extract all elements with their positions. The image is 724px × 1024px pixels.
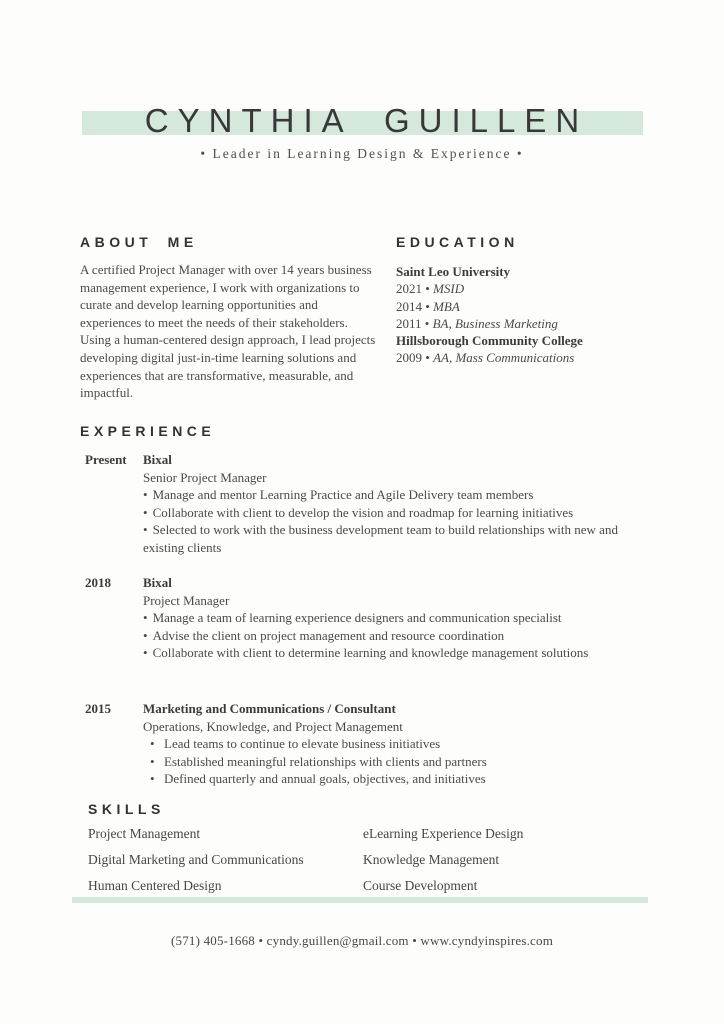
bullet-text: Advise the client on project management and resource coordination: [152, 627, 505, 643]
degree-title: BA, Business Marketing: [432, 315, 558, 331]
degree-line: [396, 349, 651, 366]
education-list: [396, 263, 651, 367]
bullet-text: Manage and mentor Learning Practice and Agile Delivery team members: [152, 487, 534, 502]
entry-role: Senior Project Manager: [143, 469, 267, 485]
bullet-icon: •: [143, 645, 148, 660]
contact-line: (571) 405-1668 • cyndy.guillen@gmail.com • www.cyndyinspires.com: [170, 933, 554, 948]
bullet-text: Defined quarterly and annual goals, objectives, and initiatives: [164, 771, 486, 786]
degree-line: [396, 315, 651, 332]
page-title: CYNTHIA GUILLEN: [144, 102, 589, 139]
bullet-text: Lead teams to continue to elevate business initiatives: [164, 736, 441, 751]
education-heading: EDUCATION: [396, 234, 519, 250]
entry-role: Project Manager: [143, 592, 230, 608]
bullet-item: [143, 770, 648, 788]
skill-item: Digital Marketing and Communications: [88, 852, 304, 867]
entry-role: Operations, Knowledge, and Project Management: [143, 718, 403, 734]
bullet-item: [143, 521, 633, 556]
entry-body: [143, 700, 648, 788]
about-heading: ABOUT ME: [80, 234, 198, 250]
footer-divider: [72, 897, 648, 903]
bullet-item: [143, 753, 648, 771]
bullet-text: Collaborate with client to develop the vision and roadmap for learning initiatives: [152, 504, 574, 520]
bullet-text: Selected to work with the business development team to build relationships with new and existing clients: [143, 522, 618, 555]
bullet-list: [143, 735, 648, 788]
school-name: Saint Leo University: [396, 264, 511, 279]
entry-company: Marketing and Communications / Consultant: [143, 701, 396, 716]
degree-year: 2021 •: [396, 281, 430, 297]
skills-grid: [88, 825, 648, 894]
skill-item: Knowledge Management: [363, 852, 500, 867]
skill-item: Course Development: [363, 878, 478, 893]
bullet-item: [143, 644, 598, 662]
bullet-item: [143, 504, 648, 522]
bullet-icon: •: [143, 522, 148, 537]
entry-date: 2018: [85, 575, 111, 590]
about-text: A certified Project Manager with over 14 years business management experience, I work with organizations to curate and develop learning opportunities and experiences to meet the needs of their stakeholders. Using a human-centered design approach, I lead projects developing digital just-in-time learning solutions and experiences that are transformative, measurable, and impactful.: [80, 262, 376, 401]
bullet-icon: •: [150, 771, 155, 786]
section-experience: [80, 423, 652, 795]
degree-year: 2011 •: [396, 315, 430, 331]
entry-date: Present: [85, 452, 127, 467]
degree-title: MSID: [433, 281, 465, 297]
skill-item: eLearning Experience Design: [363, 826, 524, 841]
degree-line: [396, 280, 651, 297]
skill-item: Human Centered Design: [88, 878, 222, 893]
degree-line: [396, 298, 651, 315]
experience-heading: EXPERIENCE: [80, 423, 216, 439]
skill-item: Project Management: [88, 826, 201, 841]
bullet-list: [143, 609, 648, 662]
degree-title: AA, Mass Communications: [433, 350, 575, 366]
bullet-item: [143, 735, 648, 753]
bullet-text: Established meaningful relationships with clients and partners: [164, 753, 487, 769]
entry-body: [143, 451, 648, 556]
degree-year: 2014 •: [396, 298, 430, 314]
school-name: Hillsborough Community College: [396, 333, 583, 349]
degree-title: MBA: [433, 298, 460, 314]
bullet-text: Manage a team of learning experience designers and communication specialist: [152, 610, 562, 625]
section-skills: [88, 801, 648, 894]
bullet-icon: •: [143, 504, 148, 520]
bullet-item: [143, 627, 648, 645]
header: [0, 98, 724, 144]
bullet-icon: •: [150, 736, 155, 751]
experience-entry: [80, 700, 648, 788]
bullet-list: [143, 486, 648, 556]
experience-entry: [80, 451, 648, 556]
entry-company: Bixal: [143, 452, 172, 467]
section-education: [396, 234, 651, 367]
experience-entry: [80, 574, 648, 662]
skills-heading: SKILLS: [88, 801, 165, 817]
bullet-icon: •: [143, 627, 148, 643]
entry-date: 2015: [85, 701, 111, 716]
bullet-item: [143, 609, 648, 627]
entry-body: [143, 574, 648, 662]
bullet-text: Collaborate with client to determine learning and knowledge management solutions: [152, 645, 589, 660]
entry-company: Bixal: [143, 575, 172, 590]
bullet-icon: •: [143, 610, 148, 625]
bullet-icon: •: [143, 487, 148, 502]
section-about: [80, 234, 382, 402]
tagline: • Leader in Learning Design & Experience •: [200, 146, 524, 161]
bullet-item: [143, 486, 648, 504]
bullet-icon: •: [150, 753, 155, 769]
degree-year: 2009 •: [396, 350, 430, 366]
